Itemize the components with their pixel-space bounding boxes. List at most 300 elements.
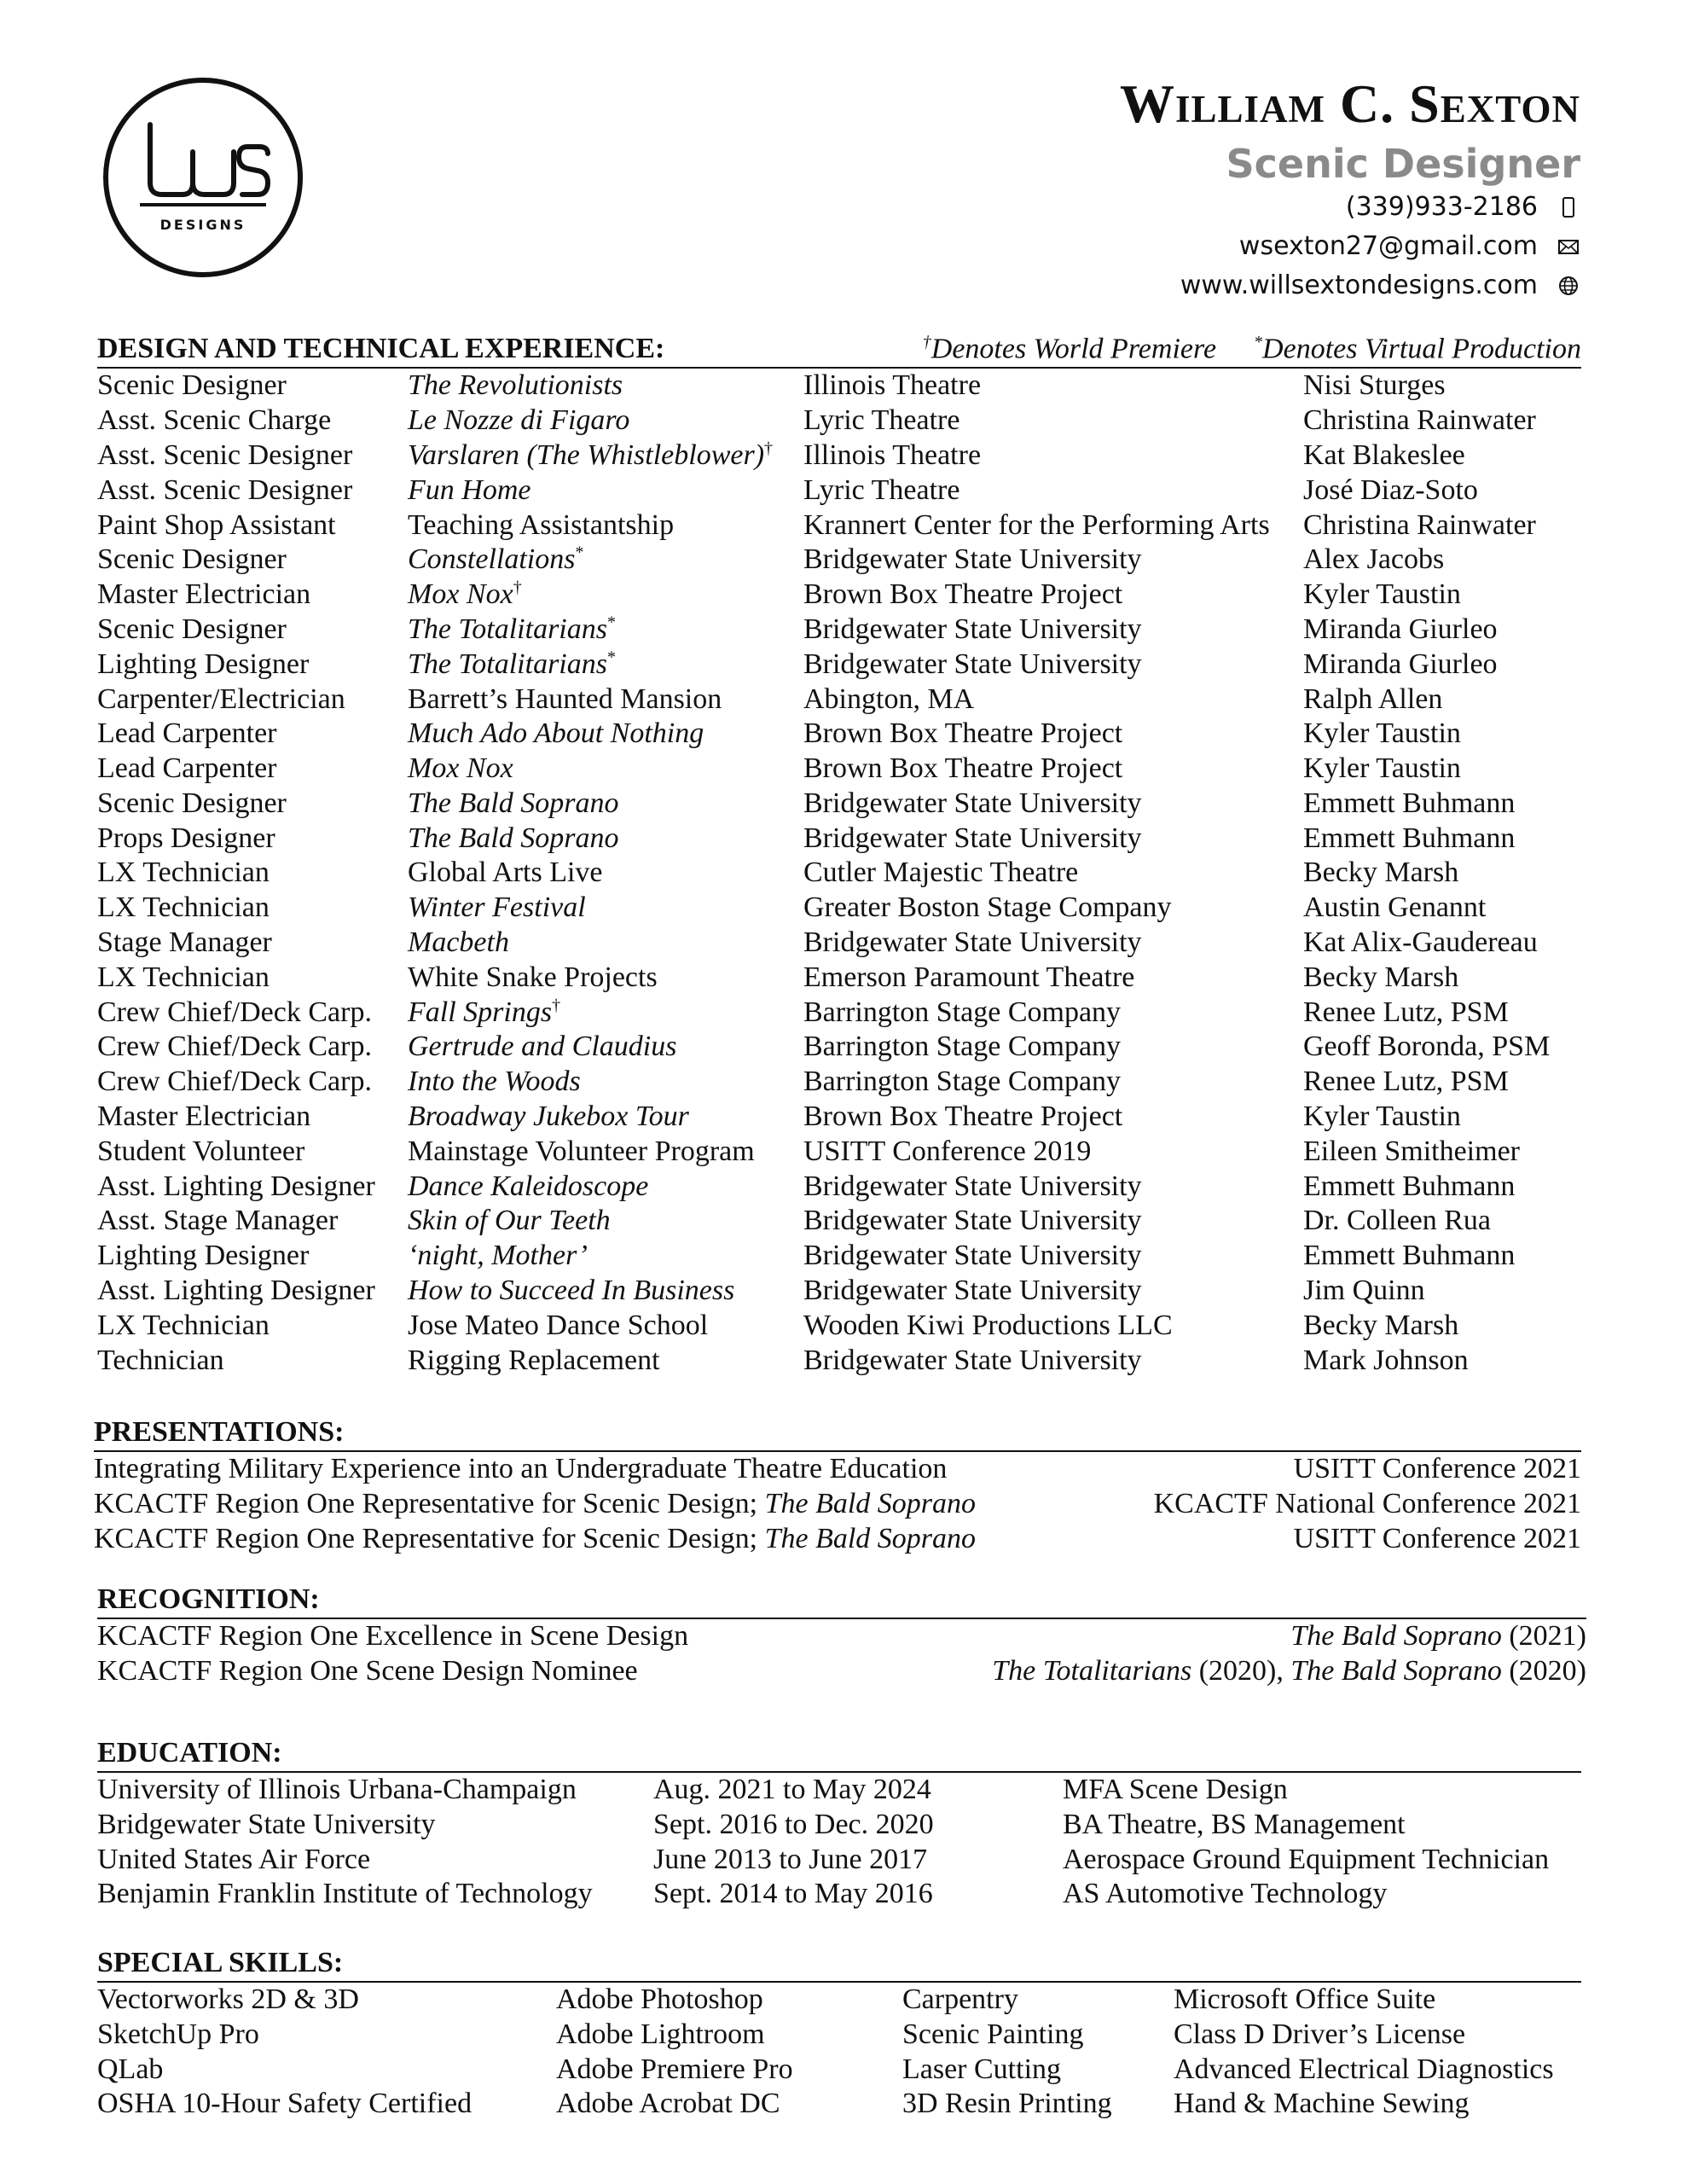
contact-cell: [1303, 787, 1581, 822]
venue-cell-text: Bridgewater State University: [803, 1205, 1142, 1237]
contact-cell-text: Miranda Giurleo: [1303, 648, 1498, 680]
presentation-title: [94, 1522, 976, 1557]
dates-cell: Sept. 2016 to Dec. 2020: [653, 1808, 934, 1840]
award-show: The Totalitarians: [992, 1654, 1192, 1687]
presentation-venue: USITT Conference 2021: [1293, 1522, 1581, 1554]
venue-cell-text: Bridgewater State University: [803, 543, 1142, 576]
presentation-venue: USITT Conference 2021: [1293, 1453, 1581, 1484]
production-cell: [408, 1204, 803, 1239]
venue-cell-text: Illinois Theatre: [803, 439, 982, 471]
venue-cell-text: Brown Box Theatre Project: [803, 752, 1123, 785]
skill-item: Vectorworks 2D & 3D: [97, 1984, 359, 2015]
contact-cell-text: Kyler Taustin: [1303, 1101, 1461, 1133]
contact-cell-text: Nisi Sturges: [1303, 369, 1446, 402]
role-cell-text: Lighting Designer: [97, 1240, 310, 1272]
contact-cell-text: Dr. Colleen Rua: [1303, 1205, 1492, 1237]
venue-cell: [803, 1135, 1303, 1170]
role-cell: [97, 404, 408, 439]
role-cell: [97, 578, 408, 613]
role-cell-text: Stage Manager: [97, 926, 272, 959]
award-detail: [1290, 1619, 1586, 1654]
degree-cell: Aerospace Ground Equipment Technician: [1063, 1843, 1550, 1875]
list-item: [94, 1452, 1581, 1487]
production-cell: [408, 648, 803, 682]
contact-cell: [1303, 891, 1581, 926]
dates-cell: June 2013 to June 2017: [653, 1843, 928, 1875]
contact-cell: [1303, 1344, 1581, 1379]
skill-item: Laser Cutting: [902, 2053, 1062, 2085]
experience-heading: [97, 326, 1581, 369]
presentation-text: KCACTF Region One Representative for Scenic Design;: [94, 1487, 765, 1519]
contact-cell: [1303, 926, 1581, 961]
award-year: (2020),: [1191, 1654, 1291, 1687]
world-premiere-mark: †: [513, 578, 522, 597]
role-cell: [97, 1344, 408, 1379]
table-row: [97, 891, 1581, 926]
table-row: [97, 578, 1581, 613]
production-cell: [408, 1274, 803, 1309]
role-cell-text: Paint Shop Assistant: [97, 508, 336, 541]
venue-cell: [803, 648, 1303, 682]
venue-cell-text: Illinois Theatre: [803, 369, 982, 402]
table-row: [97, 473, 1581, 508]
venue-cell: [803, 752, 1303, 787]
contact-cell: [1303, 1309, 1581, 1344]
table-row: [97, 1843, 1581, 1878]
venue-cell-text: Barrington Stage Company: [803, 996, 1122, 1028]
production-cell: [408, 543, 803, 578]
production-cell-text: The Bald Soprano: [408, 787, 619, 819]
role-cell-text: Scenic Designer: [97, 613, 287, 645]
table-row: [97, 439, 1581, 473]
contact-cell: [1303, 682, 1581, 717]
table-row: [97, 822, 1581, 857]
production-cell: [408, 822, 803, 857]
school-cell: Bridgewater State University: [97, 1808, 436, 1840]
table-row: [97, 856, 1581, 891]
award-year: (2021): [1501, 1620, 1586, 1652]
website-url[interactable]: www.willsextondesigns.com: [1180, 270, 1538, 300]
production-cell-text: Constellations: [408, 543, 576, 576]
production-cell: [408, 891, 803, 926]
production-cell-text: Fall Springs: [408, 996, 553, 1028]
table-row: [97, 961, 1581, 996]
venue-cell-text: Bridgewater State University: [803, 648, 1142, 680]
role-cell-text: Carpenter/Electrician: [97, 682, 345, 715]
production-cell-text: Mox Nox: [408, 578, 513, 611]
role-cell-text: Asst. Stage Manager: [97, 1205, 339, 1237]
contact-cell: [1303, 508, 1581, 543]
contact-cell-text: Emmett Buhmann: [1303, 787, 1516, 819]
skills-heading-text: SPECIAL SKILLS:: [97, 1947, 344, 1978]
job-title: Scenic Designer: [1226, 141, 1580, 187]
production-cell: [408, 369, 803, 404]
table-row: [97, 1100, 1581, 1135]
production-cell: [408, 1100, 803, 1135]
table-row: [97, 1808, 1581, 1843]
phone-line: [1120, 188, 1580, 227]
virtual-production-mark: *: [606, 648, 616, 667]
contact-cell-text: José Diaz-Soto: [1303, 473, 1478, 506]
list-item: [97, 1654, 1586, 1689]
experience-heading-text: DESIGN AND TECHNICAL EXPERIENCE:: [97, 333, 665, 365]
award-show: The Bald Soprano: [1290, 1620, 1502, 1652]
venue-cell-text: Barrington Stage Company: [803, 1066, 1122, 1098]
degree-cell: AS Automotive Technology: [1063, 1878, 1388, 1910]
contact-cell-text: Kat Alix-Gaudereau: [1303, 926, 1538, 959]
table-row: [97, 926, 1581, 961]
skill-item: OSHA 10-Hour Safety Certified: [97, 2088, 472, 2120]
contact-cell: [1303, 543, 1581, 578]
presentation-title: [94, 1487, 976, 1522]
production-cell: [408, 578, 803, 613]
role-cell-text: Crew Chief/Deck Carp.: [97, 996, 372, 1028]
role-cell: [97, 822, 408, 857]
presentations-heading: [94, 1416, 1581, 1452]
venue-cell: [803, 1309, 1303, 1344]
venue-cell-text: Bridgewater State University: [803, 926, 1142, 959]
production-cell-text: Macbeth: [408, 926, 509, 959]
list-item: [97, 1619, 1586, 1654]
experience-notes: [923, 326, 1581, 365]
experience-section: [97, 326, 1581, 1378]
role-cell-text: Props Designer: [97, 822, 275, 854]
role-cell-text: LX Technician: [97, 1309, 270, 1341]
role-cell-text: Student Volunteer: [97, 1135, 305, 1167]
skill-item: SketchUp Pro: [97, 2018, 259, 2050]
venue-cell: [803, 822, 1303, 857]
role-cell: [97, 1135, 408, 1170]
contact-cell: [1303, 473, 1581, 508]
contact-cell-text: Becky Marsh: [1303, 1309, 1459, 1341]
education-table: [97, 1773, 1581, 1912]
skills-section: [97, 1947, 1581, 2122]
production-cell-text: Varslaren (The Whistleblower): [408, 439, 765, 471]
note-world-premiere: †Denotes World Premiere: [922, 333, 1217, 365]
phone-number[interactable]: (339)933-2186: [1345, 192, 1538, 222]
role-cell: [97, 648, 408, 682]
role-cell-text: Lead Carpenter: [97, 717, 277, 750]
contact-cell-text: Ralph Allen: [1303, 682, 1443, 715]
contact-cell-text: Alex Jacobs: [1303, 543, 1445, 576]
globe-icon: [1557, 274, 1580, 298]
role-cell-text: LX Technician: [97, 857, 270, 889]
table-row: [97, 1065, 1581, 1100]
venue-cell: [803, 369, 1303, 404]
contact-cell: [1303, 369, 1581, 404]
role-cell: [97, 891, 408, 926]
presentation-show: The Bald Soprano: [764, 1487, 977, 1519]
contact-cell: [1303, 717, 1581, 752]
venue-cell-text: Bridgewater State University: [803, 1240, 1142, 1272]
production-cell-text: How to Succeed In Business: [408, 1275, 735, 1307]
table-row: [97, 2053, 1581, 2088]
production-cell-text: Fun Home: [408, 473, 531, 506]
table-row: [97, 1309, 1581, 1344]
website-line: [1120, 266, 1580, 305]
note-virtual: *Denotes Virtual Production: [1254, 333, 1581, 365]
skill-item: Adobe Premiere Pro: [556, 2053, 793, 2085]
role-cell-text: Asst. Scenic Designer: [97, 439, 353, 471]
table-row: [97, 2087, 1581, 2122]
production-cell: [408, 961, 803, 996]
skill-item: Hand & Machine Sewing: [1174, 2088, 1470, 2120]
contact-cell-text: Geoff Boronda, PSM: [1303, 1031, 1551, 1063]
table-row: [97, 752, 1581, 787]
production-cell-text: ‘night, Mother’: [408, 1240, 588, 1272]
contact-cell-text: Austin Genannt: [1303, 892, 1487, 924]
venue-cell-text: Barrington Stage Company: [803, 1031, 1122, 1063]
venue-cell: [803, 1239, 1303, 1274]
role-cell: [97, 369, 408, 404]
contact-cell-text: Renee Lutz, PSM: [1303, 1066, 1509, 1098]
contact-cell: [1303, 1030, 1581, 1065]
role-cell: [97, 613, 408, 648]
contact-cell: [1303, 1135, 1581, 1170]
skill-item: QLab: [97, 2053, 164, 2085]
world-premiere-mark: †: [552, 996, 561, 1015]
list-item: [94, 1522, 1581, 1557]
role-cell: [97, 682, 408, 717]
contact-cell-text: Emmett Buhmann: [1303, 1170, 1516, 1202]
production-cell-text: Broadway Jukebox Tour: [408, 1101, 689, 1133]
contact-cell-text: Becky Marsh: [1303, 961, 1459, 993]
role-cell: [97, 856, 408, 891]
venue-cell: [803, 508, 1303, 543]
venue-cell-text: Brown Box Theatre Project: [803, 578, 1123, 611]
role-cell-text: Crew Chief/Deck Carp.: [97, 1066, 372, 1098]
venue-cell: [803, 1100, 1303, 1135]
production-cell: [408, 717, 803, 752]
table-row: [97, 996, 1581, 1031]
contact-cell-text: Jim Quinn: [1303, 1275, 1425, 1307]
venue-cell-text: Brown Box Theatre Project: [803, 1101, 1123, 1133]
venue-cell: [803, 856, 1303, 891]
email-line: [1120, 227, 1580, 266]
contact-cell-text: Emmett Buhmann: [1303, 1240, 1516, 1272]
contact-cell-text: Kyler Taustin: [1303, 752, 1461, 785]
virtual-production-mark: *: [575, 543, 584, 562]
resume-header: [1120, 68, 1580, 305]
production-cell-text: The Totalitarians: [408, 613, 607, 645]
table-row: [97, 787, 1581, 822]
contact-cell-text: Kyler Taustin: [1303, 578, 1461, 611]
role-cell-text: LX Technician: [97, 961, 270, 993]
venue-cell: [803, 473, 1303, 508]
skill-item: Microsoft Office Suite: [1174, 1984, 1436, 2015]
venue-cell: [803, 682, 1303, 717]
role-cell: [97, 787, 408, 822]
award-year: (2020): [1501, 1654, 1586, 1687]
venue-cell-text: USITT Conference 2019: [803, 1135, 1092, 1167]
ws-designs-logo: [101, 75, 305, 280]
venue-cell: [803, 1170, 1303, 1205]
production-cell: [408, 439, 803, 473]
role-cell-text: Lead Carpenter: [97, 752, 277, 785]
skills-table: [97, 1983, 1581, 2122]
venue-cell-text: Emerson Paramount Theatre: [803, 961, 1135, 993]
contact-cell-text: Christina Rainwater: [1303, 508, 1536, 541]
presentation-text: KCACTF Region One Representative for Scenic Design;: [94, 1522, 765, 1554]
production-cell: [408, 1065, 803, 1100]
list-item: [94, 1487, 1581, 1522]
venue-cell-text: Bridgewater State University: [803, 1275, 1142, 1307]
note-virtual-text: Denotes Virtual Production: [1262, 333, 1581, 365]
production-cell-text: Skin of Our Teeth: [408, 1205, 611, 1237]
degree-cell: BA Theatre, BS Management: [1063, 1808, 1406, 1840]
table-row: [97, 1135, 1581, 1170]
production-cell: [408, 1309, 803, 1344]
contact-cell: [1303, 613, 1581, 648]
venue-cell: [803, 1204, 1303, 1239]
education-heading-text: EDUCATION:: [97, 1737, 282, 1769]
production-cell-text: Much Ado About Nothing: [408, 717, 704, 750]
presentation-title: Integrating Military Experience into an Undergraduate Theatre Education: [94, 1453, 948, 1484]
venue-cell: [803, 926, 1303, 961]
contact-cell: [1303, 1274, 1581, 1309]
production-cell-text: Barrett’s Haunted Mansion: [408, 682, 722, 715]
table-row: [97, 1204, 1581, 1239]
production-cell-text: White Snake Projects: [408, 961, 658, 993]
contact-cell-text: Becky Marsh: [1303, 857, 1459, 889]
table-row: [97, 717, 1581, 752]
table-row: [97, 648, 1581, 682]
experience-table: [97, 369, 1581, 1378]
skill-item: Adobe Photoshop: [556, 1984, 763, 2015]
production-cell-text: The Bald Soprano: [408, 822, 619, 854]
role-cell: [97, 508, 408, 543]
skill-item: Carpentry: [902, 1984, 1018, 2015]
venue-cell-text: Bridgewater State University: [803, 1170, 1142, 1202]
contact-cell-text: Kyler Taustin: [1303, 717, 1461, 750]
presentation-show: The Bald Soprano: [764, 1522, 977, 1554]
production-cell-text: Le Nozze di Figaro: [408, 404, 630, 437]
note-premiere-text: Denotes World Premiere: [930, 333, 1217, 365]
skill-item: Advanced Electrical Diagnostics: [1174, 2053, 1554, 2085]
skill-item: Adobe Lightroom: [556, 2018, 765, 2050]
venue-cell-text: Bridgewater State University: [803, 613, 1142, 645]
venue-cell-text: Cutler Majestic Theatre: [803, 857, 1079, 889]
logo-text: DESIGNS: [159, 217, 246, 233]
venue-cell: [803, 996, 1303, 1031]
role-cell: [97, 1170, 408, 1205]
envelope-icon: [1557, 235, 1580, 258]
dates-cell: Aug. 2021 to May 2024: [653, 1774, 931, 1805]
role-cell: [97, 752, 408, 787]
table-row: [97, 682, 1581, 717]
contact-cell: [1303, 996, 1581, 1031]
role-cell: [97, 1239, 408, 1274]
award-detail: [992, 1654, 1586, 1689]
contact-cell-text: Kat Blakeslee: [1303, 439, 1465, 471]
production-cell: [408, 1344, 803, 1379]
skill-item: 3D Resin Printing: [902, 2088, 1112, 2120]
venue-cell: [803, 439, 1303, 473]
contact-cell: [1303, 752, 1581, 787]
role-cell-text: Technician: [97, 1344, 224, 1376]
role-cell-text: Master Electrician: [97, 1101, 311, 1133]
table-row: [97, 543, 1581, 578]
role-cell-text: Asst. Lighting Designer: [97, 1275, 375, 1307]
presentation-venue: KCACTF National Conference 2021: [1153, 1487, 1581, 1519]
role-cell-text: LX Technician: [97, 892, 270, 924]
venue-cell-text: Lyric Theatre: [803, 473, 960, 506]
venue-cell-text: Wooden Kiwi Productions LLC: [803, 1309, 1173, 1341]
award-name: KCACTF Region One Scene Design Nominee: [97, 1654, 638, 1687]
skill-item: Scenic Painting: [902, 2018, 1084, 2050]
venue-cell-text: Krannert Center for the Performing Arts: [803, 508, 1270, 541]
presentations-section: [94, 1416, 1581, 1556]
contact-cell: [1303, 1204, 1581, 1239]
role-cell-text: Scenic Designer: [97, 543, 287, 576]
contact-cell: [1303, 856, 1581, 891]
table-row: [97, 1344, 1581, 1379]
role-cell: [97, 1274, 408, 1309]
dates-cell: Sept. 2014 to May 2016: [653, 1878, 933, 1910]
email-address[interactable]: wsexton27@gmail.com: [1238, 231, 1538, 261]
table-row: [97, 404, 1581, 439]
role-cell: [97, 1100, 408, 1135]
role-cell-text: Asst. Scenic Charge: [97, 404, 332, 437]
role-cell-text: Master Electrician: [97, 578, 311, 611]
degree-cell: MFA Scene Design: [1063, 1774, 1288, 1805]
venue-cell: [803, 787, 1303, 822]
contact-cell: [1303, 439, 1581, 473]
contact-cell: [1303, 1065, 1581, 1100]
table-row: [97, 1170, 1581, 1205]
education-heading: [97, 1737, 1581, 1773]
role-cell: [97, 926, 408, 961]
school-cell: University of Illinois Urbana-Champaign: [97, 1774, 577, 1805]
production-cell: [408, 996, 803, 1031]
contact-cell: [1303, 961, 1581, 996]
production-cell: [408, 1170, 803, 1205]
contact-cell: [1303, 578, 1581, 613]
skill-item: Adobe Acrobat DC: [556, 2088, 780, 2120]
recognition-section: [97, 1583, 1586, 1689]
contact-cell-text: Emmett Buhmann: [1303, 822, 1516, 854]
contact-cell: [1303, 1100, 1581, 1135]
production-cell: [408, 1030, 803, 1065]
role-cell: [97, 1030, 408, 1065]
contact-cell: [1303, 822, 1581, 857]
contact-cell-text: Christina Rainwater: [1303, 404, 1536, 437]
contact-cell: [1303, 404, 1581, 439]
recognition-heading-text: RECOGNITION:: [97, 1583, 320, 1615]
role-cell-text: Lighting Designer: [97, 648, 310, 680]
role-cell: [97, 439, 408, 473]
school-cell: United States Air Force: [97, 1843, 371, 1875]
table-row: [97, 1877, 1581, 1912]
table-row: [97, 1239, 1581, 1274]
production-cell: [408, 856, 803, 891]
venue-cell: [803, 891, 1303, 926]
role-cell-text: Scenic Designer: [97, 369, 287, 402]
production-cell-text: The Totalitarians: [408, 648, 607, 680]
production-cell-text: Rigging Replacement: [408, 1344, 660, 1376]
venue-cell: [803, 1065, 1303, 1100]
role-cell-text: Asst. Scenic Designer: [97, 473, 353, 506]
table-row: [97, 2018, 1581, 2053]
role-cell: [97, 961, 408, 996]
contact-cell: [1303, 1170, 1581, 1205]
role-cell: [97, 1204, 408, 1239]
production-cell: [408, 1239, 803, 1274]
contact-cell: [1303, 1239, 1581, 1274]
table-row: [97, 1274, 1581, 1309]
production-cell: [408, 752, 803, 787]
production-cell: [408, 926, 803, 961]
